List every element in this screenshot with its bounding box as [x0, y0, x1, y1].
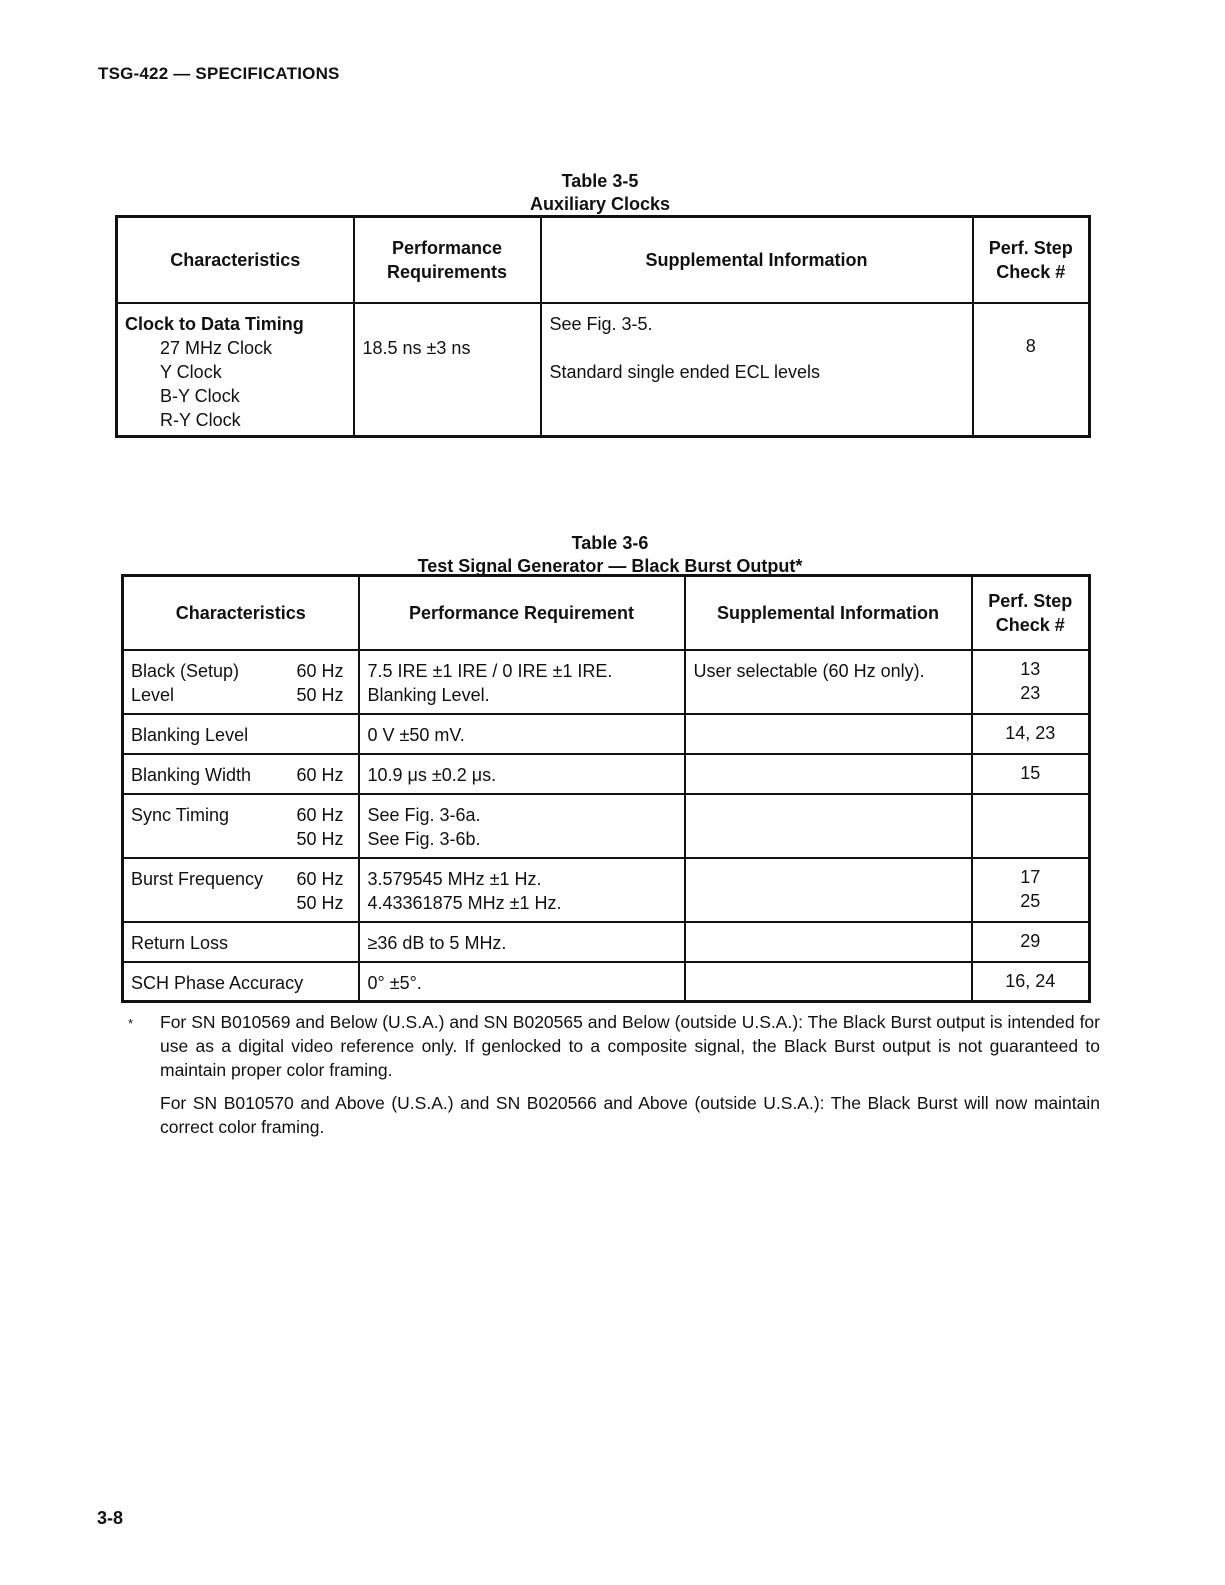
table-row: [123, 714, 1090, 754]
col-header-perf-step: Perf. Step Check #: [972, 576, 1090, 650]
cell-performance: 18.5 ns ±3 ns: [354, 303, 541, 437]
footnote-marker: *: [128, 1016, 134, 1031]
col-header-perf-step: Perf. Step Check #: [973, 217, 1090, 303]
table-row: [123, 962, 1090, 1002]
cell-check: [972, 922, 1090, 962]
table-subtitle: Auxiliary Clocks: [529, 194, 671, 214]
performance-line: ≥36 dB to 5 MHz.: [367, 932, 507, 953]
cell-check: 8: [973, 303, 1090, 437]
supp-line-2: Standard single ended ECL levels: [549, 361, 821, 382]
table-row: [123, 858, 1090, 922]
footnote-paragraph-1: For SN B010569 and Below (U.S.A.) and SN B020565 and Below (outside U.S.A.): The Black Burst output is intended for use as a digital video reference only. If genlocked to a composite signal, the Black Burst output is not guaranteed to maintain proper color framing.: [160, 1012, 1100, 1080]
cell-performance: [359, 794, 685, 858]
characteristic-label: Return Loss: [131, 932, 229, 953]
performance-line: 0° ±5°.: [367, 972, 422, 993]
performance-line: 4.43361875 MHz ±1 Hz.: [367, 892, 562, 913]
cell-characteristics: [123, 650, 359, 714]
performance-line: 10.9 μs ±0.2 μs.: [367, 764, 497, 785]
supp-line-1: See Fig. 3-5.: [549, 313, 653, 334]
cell-check: [972, 650, 1090, 714]
performance-line: See Fig. 3-6a.: [367, 804, 481, 825]
characteristic-label: SCH Phase Accuracy: [131, 972, 304, 993]
cell-performance: [359, 962, 685, 1002]
cell-characteristics: [123, 794, 359, 858]
performance-line: 7.5 IRE ±1 IRE / 0 IRE ±1 IRE.: [367, 660, 613, 681]
table-row: [123, 922, 1090, 962]
cell-supplemental: [685, 714, 972, 754]
table-black-burst-output: [121, 574, 1091, 1003]
characteristic-label: Black (Setup): [131, 660, 240, 681]
check-number: 17: [1020, 866, 1041, 887]
cell-supplemental: [685, 922, 972, 962]
cell-supplemental: [685, 754, 972, 794]
col-header-performance: Performance Requirement: [359, 576, 685, 650]
frequency-label: 50 Hz: [296, 828, 344, 849]
cell-supplemental: [685, 962, 972, 1002]
frequency-label: 60 Hz: [296, 868, 344, 889]
frequency-label: 60 Hz: [296, 804, 344, 825]
col-header-characteristics: Characteristics: [123, 576, 359, 650]
performance-line: See Fig. 3-6b.: [367, 828, 481, 849]
cell-performance: [359, 650, 685, 714]
check-number: 25: [1020, 890, 1041, 911]
cell-performance: [359, 714, 685, 754]
performance-line: Blanking Level.: [367, 684, 490, 705]
cell-characteristics: [123, 922, 359, 962]
check-number: 13: [1020, 658, 1041, 679]
footnote: [120, 1010, 1100, 1148]
page-header: TSG-422 — SPECIFICATIONS: [98, 64, 340, 83]
cell-supplemental: [685, 858, 972, 922]
characteristic-label: Level: [131, 684, 175, 705]
cell-performance: [359, 754, 685, 794]
check-number: 15: [1020, 762, 1041, 783]
performance-line: 0 V ±50 mV.: [367, 724, 465, 745]
table-auxiliary-clocks: [115, 215, 1091, 438]
characteristic-label: Sync Timing: [131, 804, 230, 825]
row-item: R-Y Clock: [160, 409, 241, 430]
cell-performance: [359, 858, 685, 922]
cell-check: [972, 858, 1090, 922]
cell-characteristics: [123, 714, 359, 754]
cell-characteristics: [123, 754, 359, 794]
row-item: 27 MHz Clock: [160, 337, 273, 358]
frequency-label: 50 Hz: [296, 892, 344, 913]
characteristic-label: Blanking Level: [131, 724, 249, 745]
cell-characteristics: [117, 303, 354, 437]
check-number: 16, 24: [1005, 970, 1056, 991]
performance-line: 3.579545 MHz ±1 Hz.: [367, 868, 542, 889]
table-title: Table 3-6: [571, 533, 649, 553]
cell-check: [972, 962, 1090, 1002]
col-header-supplemental: Supplemental Information: [541, 217, 973, 303]
check-number: 23: [1020, 682, 1041, 703]
cell-supplemental: [685, 794, 972, 858]
col-header-performance: Performance Requirements: [354, 217, 541, 303]
table-subtitle: Test Signal Generator — Black Burst Output*: [417, 556, 803, 576]
row-item: B-Y Clock: [160, 385, 240, 406]
cell-supplemental: User selectable (60 Hz only).: [685, 650, 972, 714]
cell-check: [972, 754, 1090, 794]
row-item: Y Clock: [160, 361, 222, 382]
cell-check: [972, 794, 1090, 858]
frequency-label: 60 Hz: [296, 764, 344, 785]
footnote-paragraph-2: For SN B010570 and Above (U.S.A.) and SN B020566 and Above (outside U.S.A.): The Black Burst will now maintain correct color framing.: [160, 1093, 1100, 1137]
table-row: [123, 794, 1090, 858]
cell-characteristics: [123, 858, 359, 922]
frequency-label: 50 Hz: [296, 684, 344, 705]
table-title: Table 3-5: [561, 171, 639, 191]
cell-characteristics: [123, 962, 359, 1002]
col-header-supplemental: Supplemental Information: [685, 576, 972, 650]
characteristic-label: Blanking Width: [131, 764, 252, 785]
table-row: [123, 754, 1090, 794]
col-header-characteristics: Characteristics: [117, 217, 354, 303]
frequency-label: 60 Hz: [296, 660, 344, 681]
check-number: 29: [1020, 930, 1041, 951]
row-title: Clock to Data Timing: [125, 313, 304, 334]
check-number: 14, 23: [1005, 722, 1056, 743]
cell-check: [972, 714, 1090, 754]
page-number: 3-8: [97, 1508, 124, 1528]
cell-performance: [359, 922, 685, 962]
characteristic-label: Burst Frequency: [131, 868, 264, 889]
table-row: [123, 650, 1090, 714]
cell-supplemental: [541, 303, 973, 437]
